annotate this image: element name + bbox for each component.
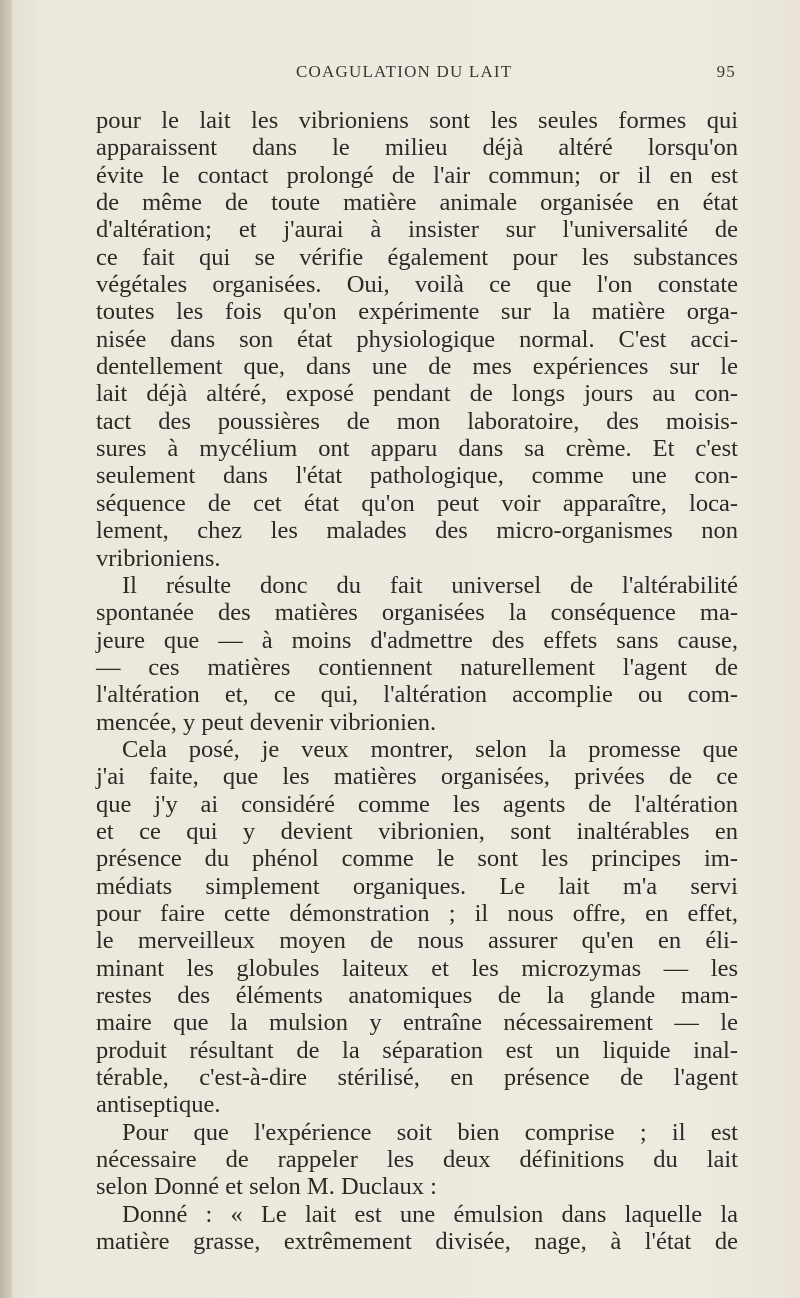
text-line: végétales organisées. Oui, voilà ce que l'on constate [96,271,738,299]
running-head-title: COAGULATION DU LAIT [296,62,513,81]
text-line: sures à mycélium ont apparu dans sa crème. Et c'est [96,435,738,463]
text-line: j'ai faite, que les matières organisées, privées de ce [96,763,738,791]
text-line: le merveilleux moyen de nous assurer qu'en en éli- [96,927,738,955]
text-line: seulement dans l'état pathologique, comme une con- [96,462,738,490]
text-line: et ce qui y devient vibrionien, sont inaltérables en [96,817,738,845]
text-line: nisée dans son état physiologique normal. C'est acci- [96,325,738,353]
text-line: tact des poussières de mon laboratoire, des moisis- [96,407,738,435]
text-line: dentellement que, dans une de mes expériences sur le [96,353,738,381]
text-line: nécessaire de rappeler les deux définitions du lait [96,1146,738,1174]
text-line: spontanée des matières organisées la conséquence ma- [96,599,738,627]
text-line: de même de toute matière animale organisée en état [96,189,738,217]
text-line: lait déjà altéré, exposé pendant de longs jours au con- [96,380,738,408]
text-line: l'altération et, ce qui, l'altération accomplie ou com- [96,681,738,709]
text-line: minant les globules laiteux et les microzymas — les [96,954,738,982]
text-line: d'altération; et j'aurai à insister sur l'universalité de [96,216,738,244]
text-line: produit résultant de la séparation est un liquide inal- [96,1036,738,1064]
text-line: vribrioniens. [96,544,221,572]
text-line: présence du phénol comme le sont les principes im- [96,845,738,873]
text-line: mencée, y peut devenir vibrionien. [96,708,437,736]
text-line: selon Donné et selon M. Duclaux : [96,1173,437,1201]
text-line: restes des éléments anatomiques de la glande mam- [96,982,738,1009]
text-line: séquence de cet état qu'on peut voir apparaître, loca- [96,489,738,517]
text-line: — ces matières contiennent naturellement l'agent de [96,653,738,681]
body-text [96,107,738,1255]
text-line: Il résulte donc du fait universel de l'altérabilité [122,571,738,599]
text-line: apparaissent dans le milieu déjà altéré lorsqu'on [96,134,738,162]
running-head [100,62,736,86]
text-line: pour le lait les vibrioniens sont les seules formes qui [96,107,738,134]
page-binding-edge [0,0,12,1298]
text-line: lement, chez les malades des micro-organismes non [96,517,738,545]
text-line: évite le contact prolongé de l'air commun; or il en est [96,161,738,189]
text-line: maire que la mulsion y entraîne nécessairement — le [96,1009,738,1037]
text-line: Cela posé, je veux montrer, selon la promesse que [122,735,738,763]
text-line: Pour que l'expérience soit bien comprise ; il est [122,1118,738,1146]
text-line: jeure que — à moins d'admettre des effets sans cause, [96,626,738,654]
text-line: toutes les fois qu'on expérimente sur la matière orga- [96,298,738,326]
text-line: Donné : « Le lait est une émulsion dans laquelle la [122,1200,738,1228]
text-line: médiats simplement organiques. Le lait m'a servi [96,872,738,900]
text-line: antiseptique. [96,1091,221,1119]
text-line: pour faire cette démonstration ; il nous offre, en effet, [96,899,738,927]
text-line: que j'y ai considéré comme les agents de l'altération [96,790,738,818]
text-line: térable, c'est-à-dire stérilisé, en présence de l'agent [96,1064,738,1092]
text-line: ce fait qui se vérifie également pour les substances [96,243,738,271]
text-line: matière grasse, extrêmement divisée, nage, à l'état de [96,1228,738,1256]
page-number: 95 [716,62,736,81]
